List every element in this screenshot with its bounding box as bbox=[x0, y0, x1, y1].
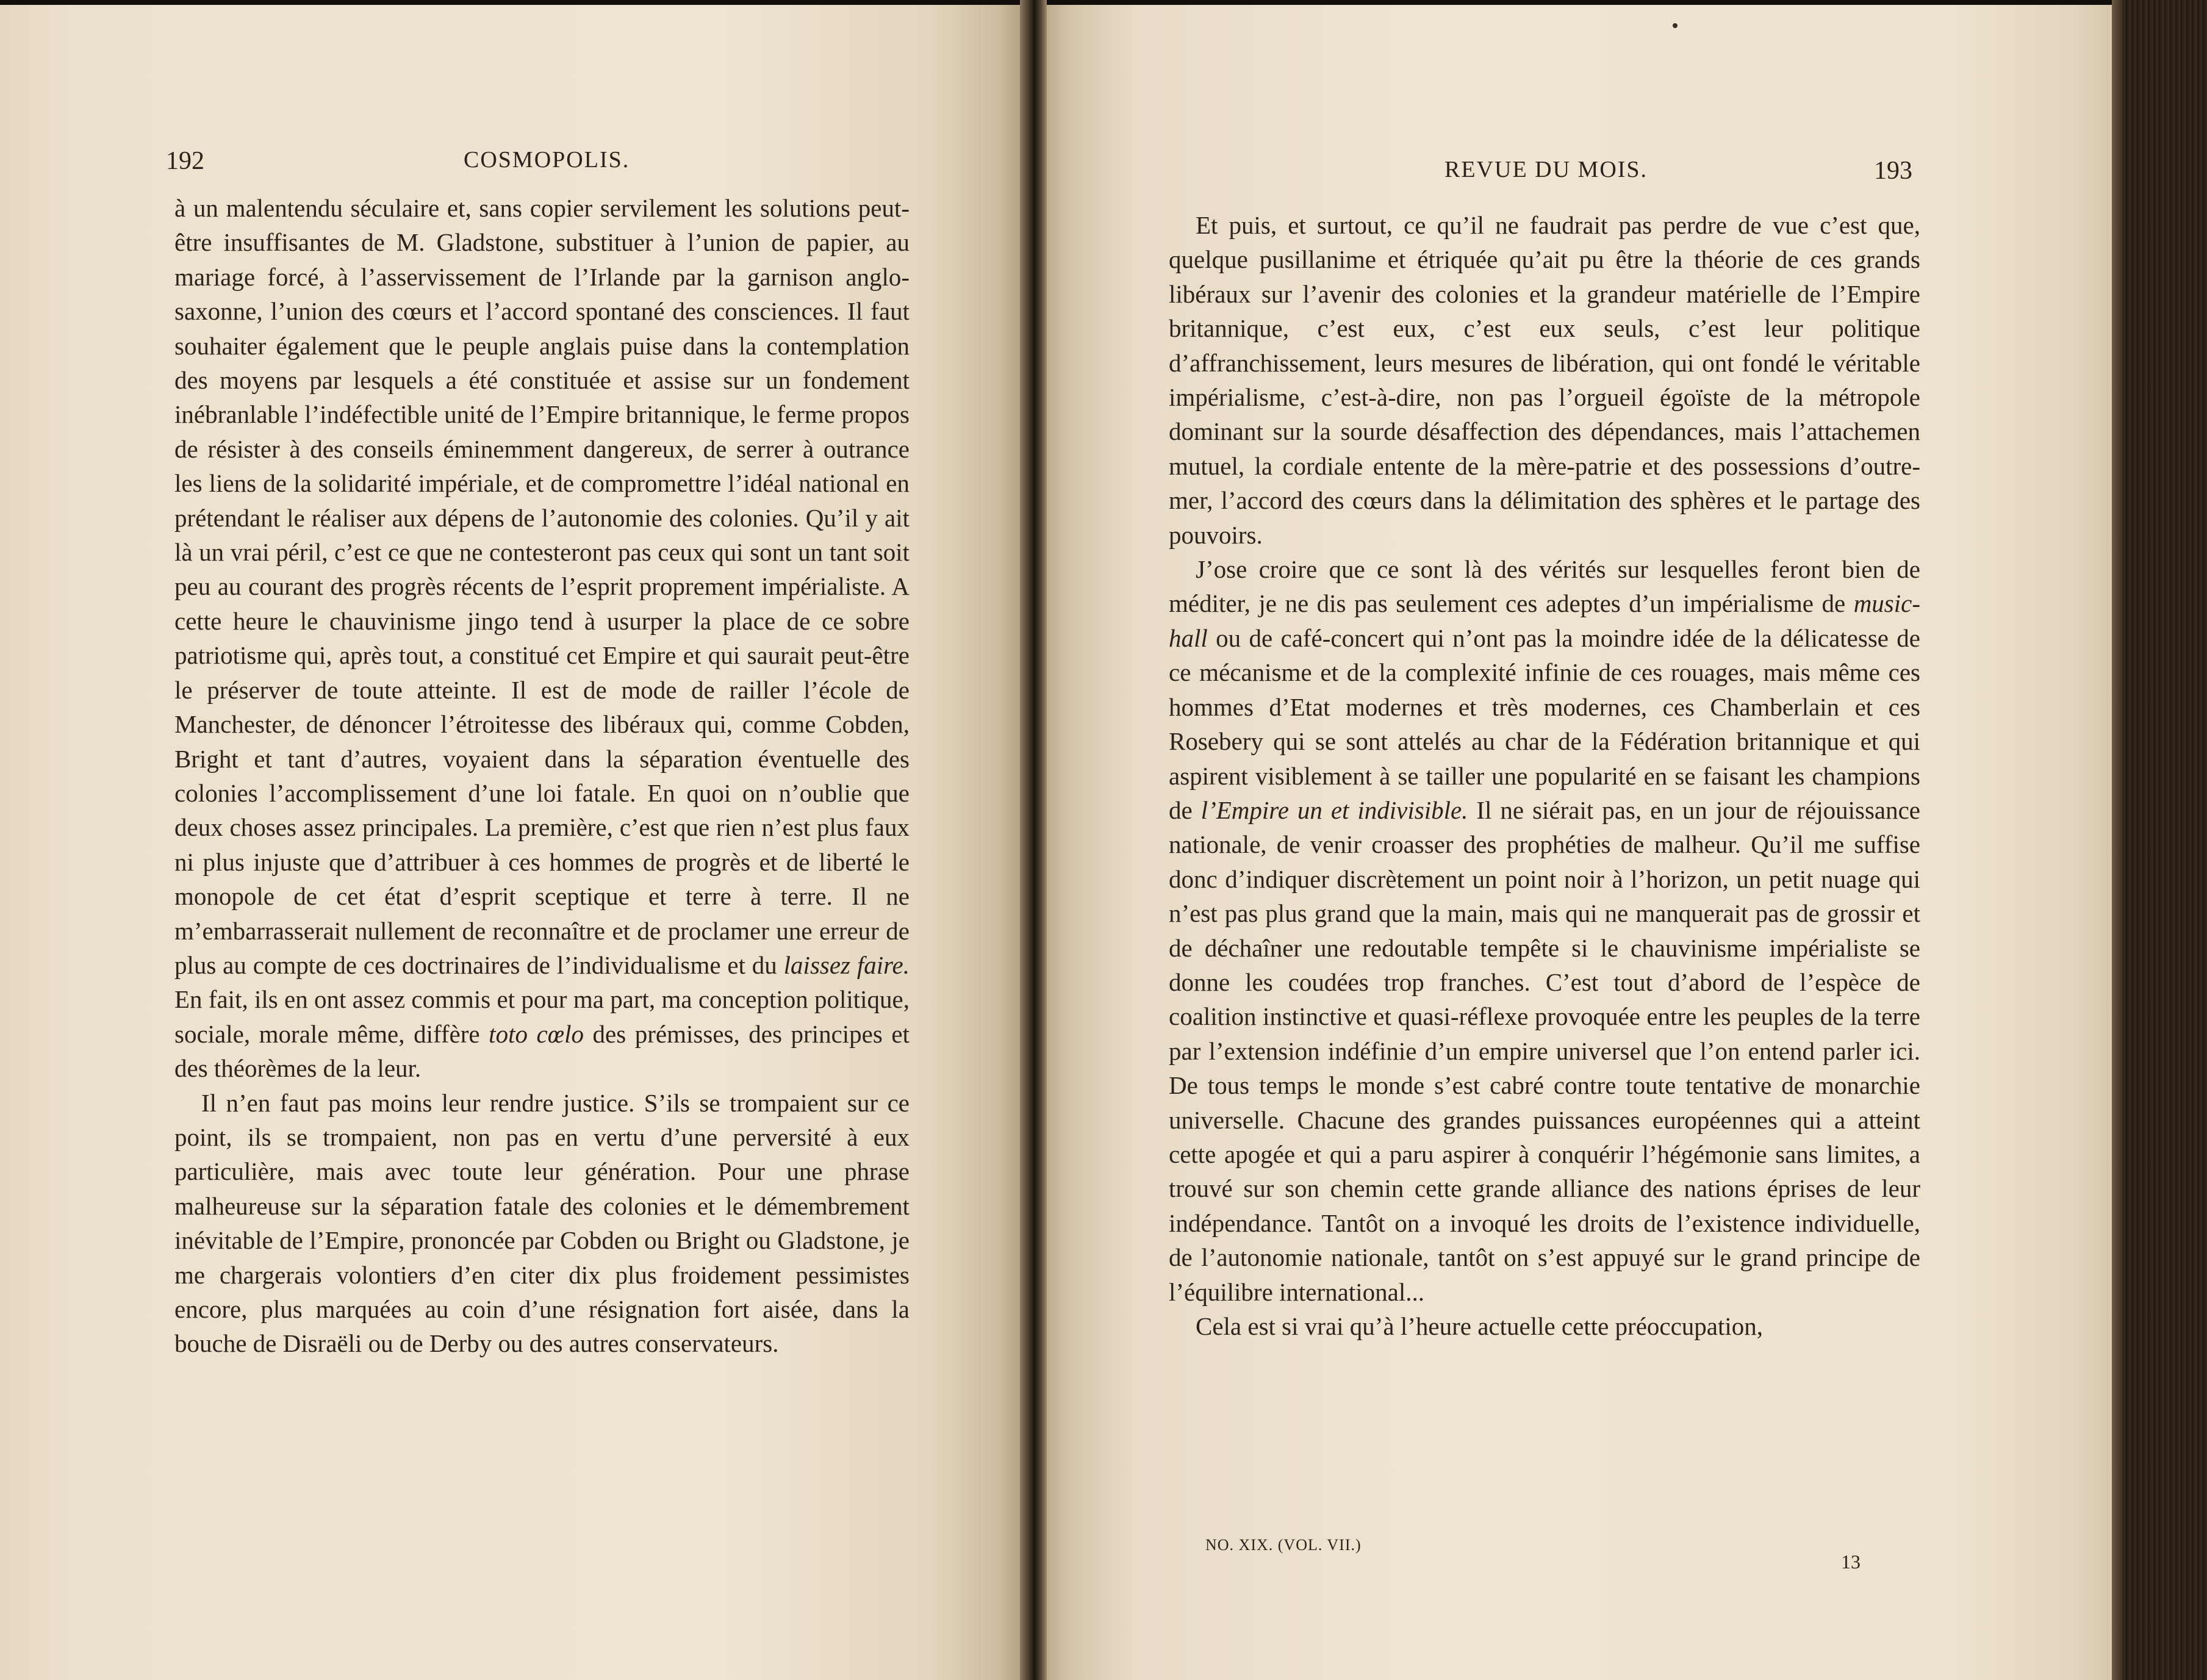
page-number-right: 193 bbox=[1874, 157, 1912, 185]
italic-text: toto cœlo bbox=[489, 1019, 584, 1048]
book-page-edges bbox=[2112, 0, 2207, 1680]
book-gutter bbox=[1020, 0, 1047, 1680]
signature-mark: NO. XIX. (VOL. VII.) bbox=[1205, 1536, 1362, 1554]
left-page bbox=[0, 5, 1031, 1680]
paragraph: Cela est si vrai qu’à l’heure actuelle cette préoccupation, bbox=[1196, 1312, 1764, 1340]
paragraph: Il n’en faut pas moins leur rendre justice. S’ils se trompaient sur ce point, ils se trompaient, non pas en vertu d’une perversité à eux particulière, mais avec toute leur génération. Pour une phrase malheureuse sur la séparation fatale des colonies et le démembrement inévitable de l’Empire, prononcée par Cobden ou Bright ou Gladstone, je me chargerais volontiers d’en citer dix plus froidement pessimistes encore, plus marquées au coin d’une résignation fort aisée, dans la bouche de Disraëli ou de Derby ou des autres conservateurs. bbox=[174, 1088, 910, 1358]
paragraph-text: Il ne siérait pas, en un jour de réjouissance nationale, de venir croasser des prophéties de malheur. Qu’il me suffise donc d’indiquer discrètement un point noir à l’horizon, un petit nuage qui n’est pas plus grand que la main, mais qui ne manquerait pas de grossir et de déchaîner une redoutable tempête si le chauvinisme impérialiste se donne les coudées trop franches. C’est tout d’abord de l’espèce de coalition instinctive et quasi-réflexe provoquée entre les peuples de la terre par l’extension indéfinie d’un empire universel que l’on entend parler ici. De tous temps le monde s’est cabré contre toute tentative de monarchie universelle. Chacune des grandes puissances européennes qui a atteint cette apogée et qui a paru aspirer à conquérir l’hégémonie sans limites, a trouvé sur son chemin cette grande alliance des nations éprises de leur indépendance. Tantôt on a invoqué les droits de l’existence individuelle, de l’autonomie nationale, tantôt on s’est appuyé sur le grand principe de l’équilibre international... bbox=[1169, 795, 1921, 1306]
paragraph-text: ou de café-concert qui n’ont pas la moindre idée de la délicatesse de ce mécanisme et de la complexité infinie de ces rouages, mais même ces hommes d’Etat modernes et très modernes, ces Chamberlain et ces Rosebery qui se sont attelés au char de la Fédération britannique et qui aspirent visiblement à se tailler une popularité en se faisant les champions de bbox=[1169, 623, 1920, 824]
paragraph-text: des prémisses, des principes et des théorèmes de la leur. bbox=[174, 1019, 910, 1083]
running-head-left: COSMOPOLIS. bbox=[464, 147, 630, 173]
italic-text: laissez faire. bbox=[783, 950, 910, 979]
paragraph-text: J’ose croire que ce sont là des vérités sur lesquelles feront bien de méditer, je ne dis pas seulement ces adeptes d’un impérialisme de bbox=[1169, 555, 1920, 618]
right-page-body bbox=[1169, 208, 1920, 1343]
ink-speck bbox=[1673, 23, 1678, 28]
paragraph-text: En fait, ils en ont assez commis et pour ma part, ma conception politique, sociale, morale même, diffère bbox=[174, 985, 910, 1048]
page-number-left: 192 bbox=[166, 147, 204, 175]
paragraph bbox=[1169, 552, 1920, 1309]
running-head-right: REVUE DU MOIS. bbox=[1444, 157, 1648, 182]
left-page-body bbox=[174, 191, 910, 1361]
italic-text: l’Empire un et indivisible. bbox=[1200, 795, 1468, 824]
sheet-number: 13 bbox=[1841, 1551, 1861, 1573]
paragraph: Et puis, et surtout, ce qu’il ne faudrait pas perdre de vue c’est que, quelque pusillanime et étriquée qu’ait pu être la théorie de ces grands libéraux sur l’avenir des colonies et la grandeur matérielle de l’Empire britannique, c’est eux, c’est eux seuls, c’est leur politique d’affranchissement, leurs mesures de libération, qui ont fondé le véritable impérialisme, c’est-à-dire, non pas l’orgueil égoïste de la métropole dominant sur la sourde désaffection des dépendances, mais l’attachemen mutuel, la cordiale entente de la mère-patrie et des possessions d’outre-mer, l’accord des cœurs dans la délimitation des sphères et le partage des pouvoirs. bbox=[1169, 211, 1920, 549]
right-page bbox=[1037, 5, 2112, 1680]
italic-text: music-hall bbox=[1169, 589, 1920, 652]
paragraph-text: à un malentendu séculaire et, sans copier servilement les solutions peut-être insuffisantes de M. Gladstone, substituer à l’union de papier, au mariage forcé, à l’asservissement de l’Irlande par la garnison anglo-saxonne, l’union des cœurs et l’accord spontané des consciences. Il faut souhaiter également que le peuple anglais puise dans la contemplation des moyens par lesquels a été constituée et assise sur un fondement inébranlable l’indéfectible unité de l’Empire britannique, le ferme propos de résister à des conseils éminemment dangereux, de serrer à outrance les liens de la solidarité impériale, et de compromettre l’idéal national en prétendant le réaliser aux dépens de l’autonomie des colonies. Qu’il y ait là un vrai péril, c’est ce que ne contesteront pas ceux qui sont un tant soit peu au courant des progrès récents de l’esprit proprement impérialiste. A cette heure le chauvinisme jingo tend à usurper la place de ce sobre patriotisme qui, après tout, a constitué cet Empire et qui saurait peut-être le préserver de toute atteinte. Il est de mode de railler l’école de Manchester, de dénoncer l’étroitesse des libéraux qui, comme Cobden, Bright et tant d’autres, voyaient dans la séparation éventuelle des colonies l’accomplissement d’une loi fatale. En quoi on n’oublie que deux choses assez principales. La première, c’est que rien n’est plus faux ni plus injuste que d’attribuer à ces hommes de progrès et de liberté le monopole de cet état d’esprit sceptique et terre à terre. Il ne m’embarrasserait nullement de reconnaître et de proclamer une erreur de plus au compte de ces doctrinaires de l’individualisme et du bbox=[174, 194, 910, 979]
paragraph bbox=[174, 191, 910, 1086]
